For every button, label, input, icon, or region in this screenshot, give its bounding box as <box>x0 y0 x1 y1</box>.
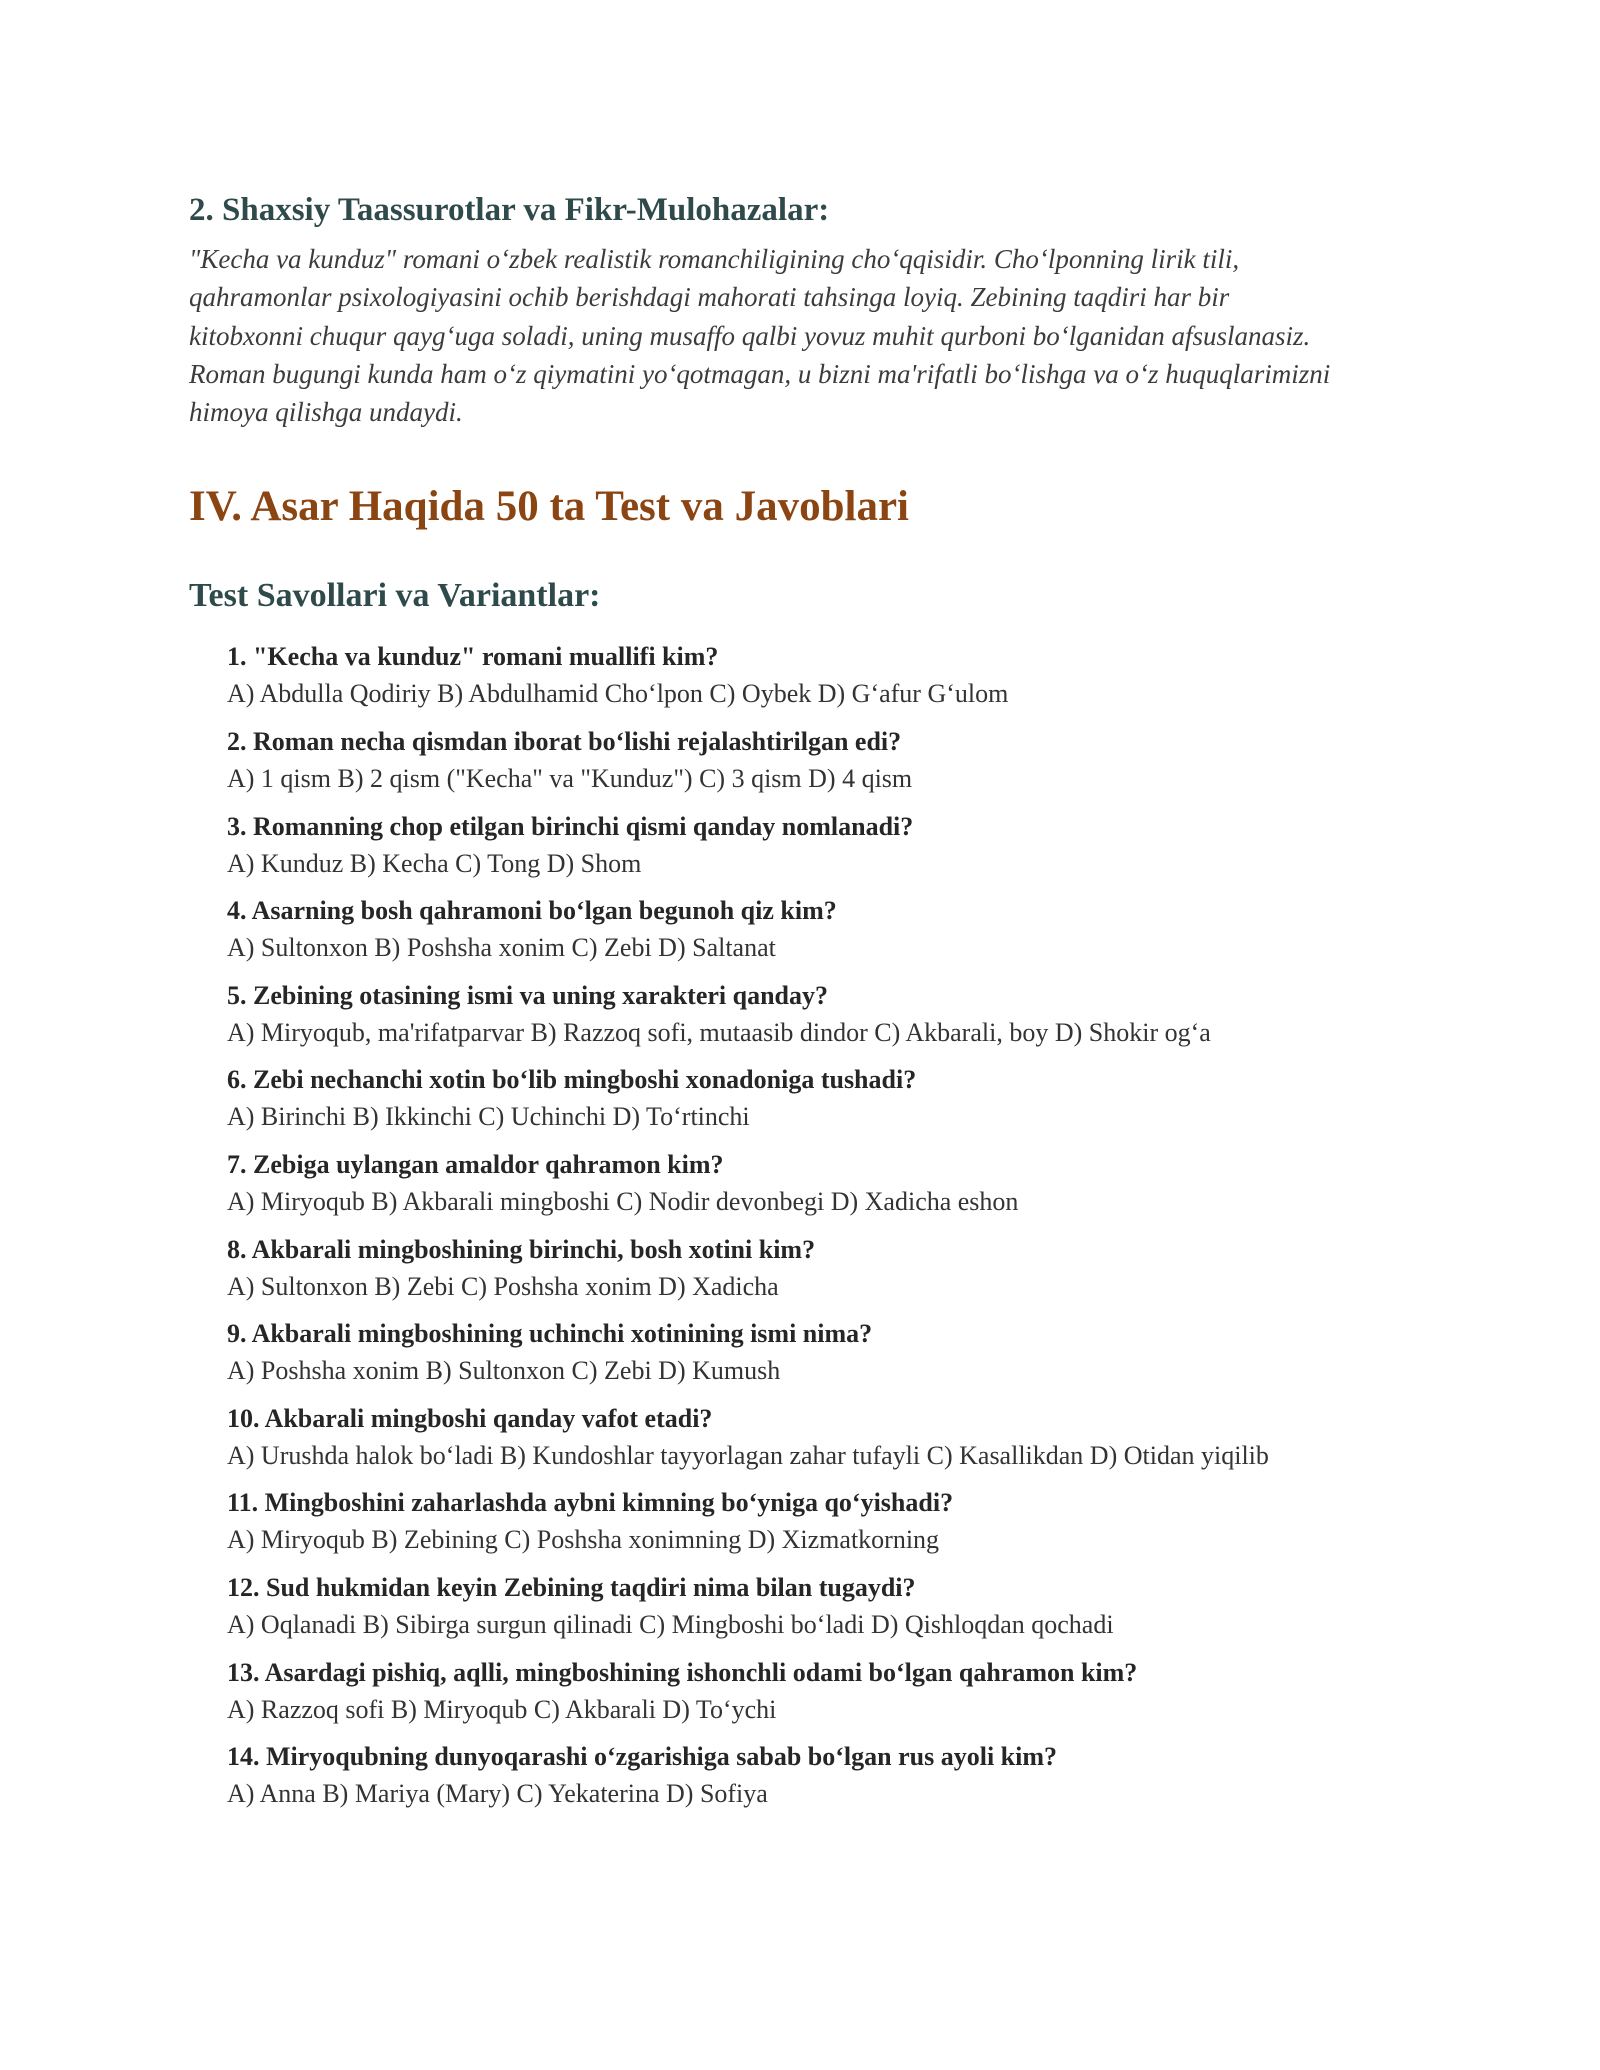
paragraph-line: Roman bugungi kunda ham o‘z qiymatini yo‘qotmagan, u bizni ma'rifatli bo‘lishga va o‘z huquqlarimizni <box>189 358 1331 389</box>
question-item <box>227 1654 1419 1739</box>
test-subheading: Test Savollari va Variantlar: <box>189 577 601 615</box>
answer-options: A) Abdulla Qodiriy B) Abdulhamid Cho‘lpon C) Oybek D) G‘afur G‘ulom <box>227 679 1009 709</box>
question-text: 11. Mingboshini zaharlashda aybni kimning bo‘yniga qo‘yishadi? <box>227 1488 954 1518</box>
document-page <box>189 188 1419 1823</box>
question-item <box>227 1315 1419 1400</box>
question-text: 4. Asarning bosh qahramoni bo‘lgan begunoh qiz kim? <box>227 896 837 926</box>
question-text: 8. Akbarali mingboshining birinchi, bosh xotini kim? <box>227 1234 816 1264</box>
question-text: 6. Zebi nechanchi xotin bo‘lib mingboshi xonadoniga tushadi? <box>227 1065 917 1095</box>
question-item <box>227 1231 1419 1316</box>
answer-options: A) 1 qism B) 2 qism ("Kecha" va "Kunduz") C) 3 qism D) 4 qism <box>227 764 913 794</box>
answer-options: A) Miryoqub B) Zebining C) Poshsha xonimning D) Xizmatkorning <box>227 1525 940 1555</box>
paragraph-line: qahramonlar psixologiyasini ochib berishdagi mahorati tahsinga loyiq. Zebining taqdiri har bir <box>189 282 1230 313</box>
question-text: 7. Zebiga uylangan amaldor qahramon kim? <box>227 1150 724 1180</box>
answer-options: A) Poshsha xonim B) Sultonxon C) Zebi D) Kumush <box>227 1356 781 1386</box>
answer-options: A) Miryoqub, ma'rifatparvar B) Razzoq sofi, mutaasib dindor C) Akbarali, boy D) Shokir og‘a <box>227 1017 1211 1047</box>
question-text: 1. "Kecha va kunduz" romani muallifi kim? <box>227 642 719 672</box>
answer-options: A) Kunduz B) Kecha C) Tong D) Shom <box>227 848 642 878</box>
answer-options: A) Urushda halok bo‘ladi B) Kundoshlar tayyorlagan zahar tufayli C) Kasallikdan D) Otidan yiqilib <box>227 1440 1269 1470</box>
question-text: 13. Asardagi pishiq, aqlli, mingboshining ishonchli odami bo‘lgan qahramon kim? <box>227 1657 1138 1687</box>
question-item <box>227 1484 1419 1569</box>
question-text: 3. Romanning chop etilgan birinchi qismi qanday nomlanadi? <box>227 811 914 841</box>
question-item <box>227 723 1419 808</box>
answer-options: A) Sultonxon B) Zebi C) Poshsha xonim D) Xadicha <box>227 1271 779 1301</box>
answer-options: A) Razzoq sofi B) Miryoqub C) Akbarali D) To‘ychi <box>227 1694 777 1724</box>
question-text: 14. Miryoqubning dunyoqarashi o‘zgarishiga sabab bo‘lgan rus ayoli kim? <box>227 1742 1058 1772</box>
question-text: 10. Akbarali mingboshi qanday vafot etadi? <box>227 1403 713 1433</box>
question-item <box>227 808 1419 893</box>
question-list <box>189 638 1419 1822</box>
question-item <box>227 638 1419 723</box>
question-text: 12. Sud hukmidan keyin Zebining taqdiri nima bilan tugaydi? <box>227 1573 916 1603</box>
section-heading: 2. Shaxsiy Taassurotlar va Fikr-Mulohazalar: <box>189 192 830 228</box>
answer-options: A) Birinchi B) Ikkinchi C) Uchinchi D) To‘rtinchi <box>227 1102 750 1132</box>
answer-options: A) Anna B) Mariya (Mary) C) Yekaterina D) Sofiya <box>227 1779 768 1809</box>
answer-options: A) Oqlanadi B) Sibirga surgun qilinadi C) Mingboshi bo‘ladi D) Qishloqdan qochadi <box>227 1610 1114 1640</box>
question-text: 2. Roman necha qismdan iborat bo‘lishi rejalashtirilgan edi? <box>227 727 902 757</box>
question-item <box>227 1061 1419 1146</box>
answer-options: A) Sultonxon B) Poshsha xonim C) Zebi D) Saltanat <box>227 933 776 963</box>
paragraph-line: himoya qilishga undaydi. <box>189 397 463 428</box>
question-text: 5. Zebining otasining ismi va uning xarakteri qanday? <box>227 980 829 1010</box>
paragraph-line: kitobxonni chuqur qayg‘uga soladi, uning musaffo qalbi yovuz muhit qurboni bo‘lganidan afsuslanasiz. <box>189 320 1311 351</box>
question-item <box>227 1569 1419 1654</box>
question-item <box>227 1738 1419 1823</box>
question-item <box>227 1146 1419 1231</box>
question-item <box>227 977 1419 1062</box>
question-item <box>227 892 1419 977</box>
chapter-heading: IV. Asar Haqida 50 ta Test va Javoblari <box>189 483 909 531</box>
question-text: 9. Akbarali mingboshining uchinchi xotinining ismi nima? <box>227 1319 873 1349</box>
paragraph-line: "Kecha va kunduz" romani o‘zbek realistik romanchiligining cho‘qqisidir. Cho‘lponning lirik tili, <box>189 244 1240 274</box>
impressions-paragraph <box>189 240 1419 431</box>
question-item <box>227 1400 1419 1485</box>
answer-options: A) Miryoqub B) Akbarali mingboshi C) Nodir devonbegi D) Xadicha eshon <box>227 1187 1019 1217</box>
